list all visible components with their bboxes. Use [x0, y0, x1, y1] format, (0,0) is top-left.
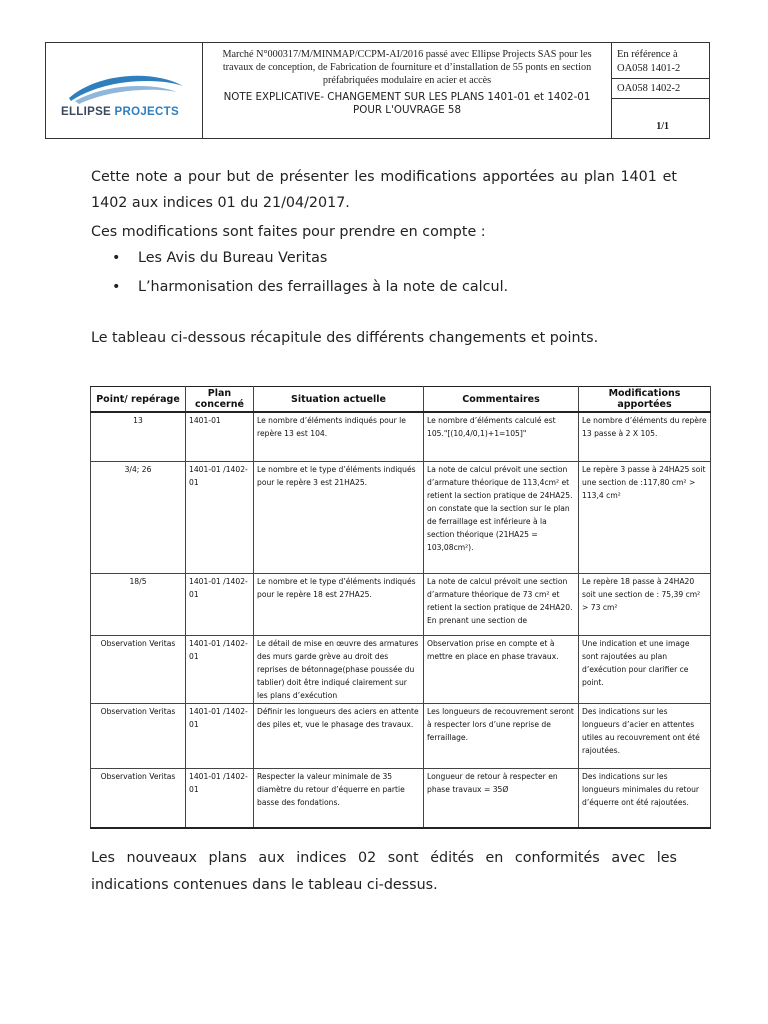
logo-cell: [46, 43, 203, 138]
cell-point: 18/5: [91, 574, 186, 636]
cell-point: Observation Veritas: [91, 769, 186, 829]
bullet-list: [112, 248, 508, 306]
bullet-icon: •: [112, 279, 121, 295]
cell-point: Observation Veritas: [91, 636, 186, 704]
divider: [612, 98, 709, 99]
note-title: NOTE EXPLICATIVE- CHANGEMENT SUR LES PLANS 1401-01 et 1402-01 POUR L'OUVRAGE 58: [223, 91, 591, 116]
title-cell: [203, 43, 612, 138]
page-number: 1/1: [656, 121, 669, 132]
header-point: Point/ repérage: [91, 387, 186, 413]
reference-plan-2: OA058 1402-2: [617, 83, 681, 94]
cell-point: 13: [91, 412, 186, 462]
cell-modifications: Le repère 3 passe à 24HA25 soit une section de :117,80 cm² > 113,4 cm²: [579, 462, 711, 574]
reference-cell: [612, 43, 709, 138]
cell-situation: Définir les longueurs des aciers en attente des piles et, vue le phasage des travaux.: [254, 704, 424, 769]
table-row: [91, 704, 711, 769]
cell-point: Observation Veritas: [91, 704, 186, 769]
list-item: • L’harmonisation des ferraillages à la note de calcul.: [112, 279, 509, 295]
intro-subparagraph: Ces modifications sont faites pour prendre en compte :: [91, 224, 486, 240]
cell-modifications: Une indication et une image sont rajoutées au plan d’exécution pour clarifier ce point.: [579, 636, 711, 704]
ellipse-projects-logo: [59, 68, 189, 118]
cell-situation: Respecter la valeur minimale de 35 diamètre du retour d’équerre en partie basse des fondations.: [254, 769, 424, 829]
cell-modifications: Le nombre d’éléments du repère 13 passe à 2 X 105.: [579, 412, 711, 462]
header-plan: Plan concerné: [186, 387, 254, 413]
cell-situation: Le détail de mise en œuvre des armatures des murs garde grève au droit des reprises de bétonnage(phase poussée du tablier) doit être indiqué clairement sur les plans d’exécution: [254, 636, 424, 704]
table-header-row: [91, 387, 711, 413]
document-header: [45, 42, 710, 139]
cell-commentaires: La note de calcul prévoit une section d’armature théorique de 113,4cm² et retient la section pratique de 24HA25. on constate que la section sur le plan de ferraillage est inférieure à la section théorique (21HA25 = 103,08cm²).: [424, 462, 579, 574]
list-item: • Les Avis du Bureau Veritas: [112, 250, 328, 266]
header-commentaires: Commentaires: [424, 387, 579, 413]
cell-commentaires: Longueur de retour à respecter en phase travaux = 35Ø: [424, 769, 579, 829]
table-row: [91, 574, 711, 636]
cell-modifications: Des indications sur les longueurs minimales du retour d’équerre ont été rajoutées.: [579, 769, 711, 829]
cell-plan: 1401-01 /1402-01: [186, 704, 254, 769]
cell-situation: Le nombre et le type d’éléments indiqués pour le repère 3 est 21HA25.: [254, 462, 424, 574]
intro-paragraph: Cette note a pour but de présenter les modifications apportées au plan 1401 et 1402 aux indices 01 du 21/04/2017.: [91, 169, 677, 211]
table-row: [91, 462, 711, 574]
cell-modifications: Des indications sur les longueurs d’acier en attentes utiles au recouvrement ont été rajoutées.: [579, 704, 711, 769]
conclusion-paragraph: Les nouveaux plans aux indices 02 sont édités en conformités avec les indications contenues dans le tableau ci-dessus.: [91, 850, 677, 893]
divider: [612, 78, 709, 79]
cell-modifications: Le repère 18 passe à 24HA20 soit une section de : 75,39 cm² > 73 cm²: [579, 574, 711, 636]
logo-text: ELLIPSE PROJECTS: [61, 105, 179, 118]
header-modifications: Modifications apportées: [579, 387, 711, 413]
changes-table: [90, 386, 711, 829]
cell-commentaires: La note de calcul prévoit une section d’armature théorique de 73 cm² et retient la section pratique de 24HA20. En prenant une section de: [424, 574, 579, 636]
cell-plan: 1401-01 /1402-01: [186, 574, 254, 636]
cell-situation: Le nombre d’éléments indiqués pour le repère 13 est 104.: [254, 412, 424, 462]
cell-commentaires: Les longueurs de recouvrement seront à respecter lors d’une reprise de ferraillage.: [424, 704, 579, 769]
cell-plan: 1401-01: [186, 412, 254, 462]
cell-commentaires: Observation prise en compte et à mettre en place en phase travaux.: [424, 636, 579, 704]
reference-plan-1: OA058 1401-2: [617, 63, 681, 74]
cell-plan: 1401-01 /1402-01: [186, 636, 254, 704]
header-situation: Situation actuelle: [254, 387, 424, 413]
cell-commentaires: Le nombre d’éléments calculé est 105."[(10,4/0,1)+1=105]": [424, 412, 579, 462]
cell-plan: 1401-01 /1402-01: [186, 462, 254, 574]
table-row: [91, 769, 711, 829]
cell-plan: 1401-01 /1402-01: [186, 769, 254, 829]
cell-point: 3/4; 26: [91, 462, 186, 574]
contract-reference: Marché N°000317/M/MINMAP/CCPM-AI/2016 passé avec Ellipse Projects SAS pour les travaux de conception, de Fabrication de fourniture et d’installation de 55 ponts en section préfabriquées modulaire en acier et accès: [222, 49, 592, 86]
table-intro: Le tableau ci-dessous récapitule des différents changements et points.: [91, 330, 599, 346]
reference-label: En référence à: [617, 49, 678, 60]
logo-swoosh-icon: [59, 68, 189, 108]
table-row: [91, 636, 711, 704]
bullet-icon: •: [112, 250, 121, 266]
cell-situation: Le nombre et le type d’éléments indiqués pour le repère 18 est 27HA25.: [254, 574, 424, 636]
table-row: [91, 412, 711, 462]
